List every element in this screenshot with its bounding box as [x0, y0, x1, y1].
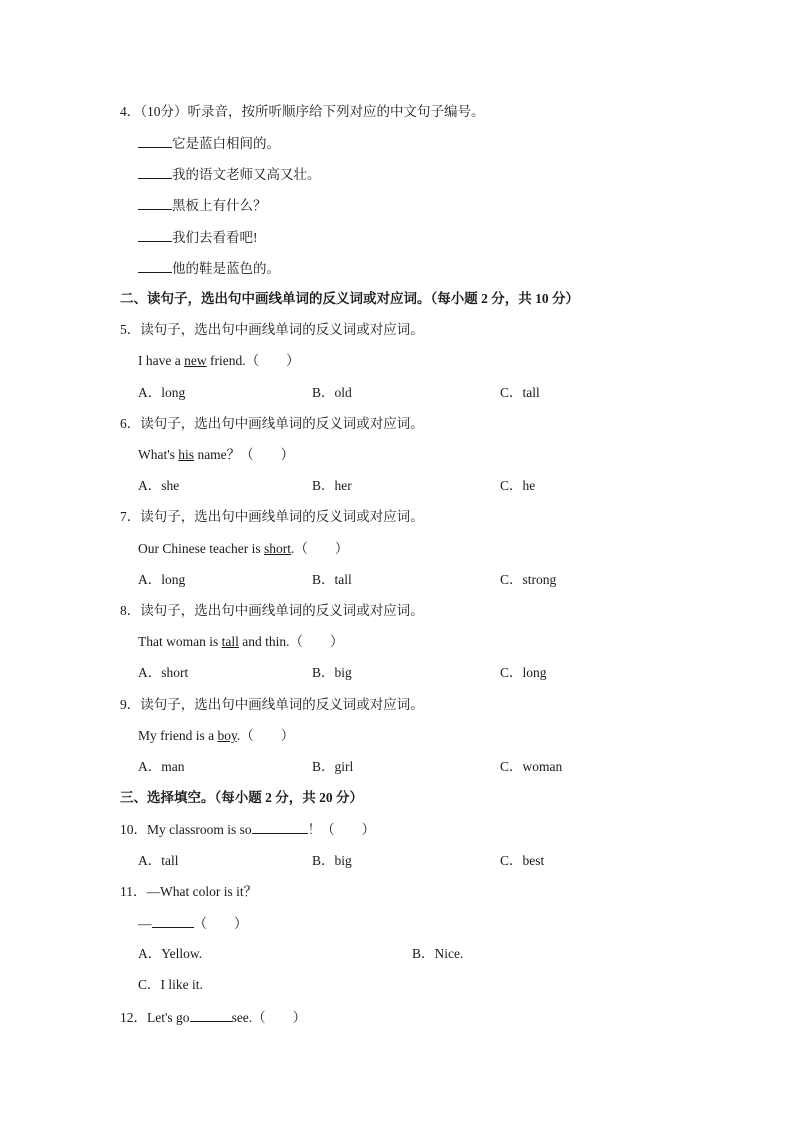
q9-option-c[interactable]: C．woman	[500, 759, 563, 774]
q6-option-a[interactable]: A．she	[138, 478, 180, 493]
q5-option-b[interactable]: B．old	[312, 385, 352, 400]
q8-option-c[interactable]: C．long	[500, 665, 547, 680]
q10-option-c[interactable]: C．best	[500, 853, 545, 868]
answer-blank[interactable]	[138, 259, 172, 273]
q11-stem: 11．—What color is it？	[120, 884, 258, 899]
answer-blank[interactable]	[138, 134, 172, 148]
answer-blank[interactable]	[252, 820, 308, 834]
underlined-word: boy	[217, 728, 237, 743]
underlined-word: new	[184, 353, 207, 368]
q6-sentence: What's his name？（ ）	[138, 447, 295, 462]
underlined-word: his	[178, 447, 195, 462]
q11-option-b[interactable]: B．Nice.	[412, 946, 464, 961]
q12-stem: 12．Let's go see.（ ）	[120, 1010, 307, 1025]
q6-option-c[interactable]: C．he	[500, 478, 536, 493]
q9-option-a[interactable]: A．man	[138, 759, 185, 774]
q6-option-b[interactable]: B．her	[312, 478, 352, 493]
q5-stem: 5．读句子，选出句中画线单词的反义词或对应词。	[120, 322, 424, 337]
q8-option-a[interactable]: A．short	[138, 665, 189, 680]
answer-blank[interactable]	[138, 196, 172, 210]
underlined-word: tall	[221, 634, 239, 649]
answer-blank[interactable]	[152, 914, 194, 928]
q10-stem: 10．My classroom is so ！（ ）	[120, 822, 376, 837]
q9-stem: 9．读句子，选出句中画线单词的反义词或对应词。	[120, 697, 424, 712]
section3-heading: 三、选择填空。（每小题 2 分，共 20 分）	[120, 790, 363, 805]
q11-option-a[interactable]: A．Yellow.	[138, 946, 203, 961]
section2-heading: 二、读句子，选出句中画线单词的反义词或对应词。（每小题 2 分，共 10 分）	[120, 291, 579, 306]
q8-stem: 8．读句子，选出句中画线单词的反义词或对应词。	[120, 603, 424, 618]
answer-blank[interactable]	[138, 228, 172, 242]
q4-stem: 4．（10分）听录音，按所听顺序给下列对应的中文句子编号。	[120, 104, 485, 119]
q4-item-2: 我的语文老师又高又壮。	[138, 165, 321, 184]
q7-option-a[interactable]: A．long	[138, 572, 186, 587]
underlined-word: short	[263, 541, 291, 556]
q7-option-b[interactable]: B．tall	[312, 572, 352, 587]
q7-stem: 7．读句子，选出句中画线单词的反义词或对应词。	[120, 509, 424, 524]
q11-answer-line: — （ ）	[138, 916, 248, 931]
q11-option-c[interactable]: C．I like it.	[138, 977, 203, 992]
q5-sentence: I have a new friend.（ ）	[138, 353, 300, 368]
answer-blank[interactable]	[138, 165, 172, 179]
q4-item-5: 他的鞋是蓝色的。	[138, 259, 280, 278]
answer-blank[interactable]	[190, 1008, 232, 1022]
q8-option-b[interactable]: B．big	[312, 665, 352, 680]
q7-option-c[interactable]: C．strong	[500, 572, 557, 587]
q10-option-a[interactable]: A．tall	[138, 853, 179, 868]
q9-option-b[interactable]: B．girl	[312, 759, 354, 774]
q5-option-c[interactable]: C．tall	[500, 385, 540, 400]
q7-sentence: Our Chinese teacher is short.（ ）	[138, 541, 349, 556]
q6-stem: 6．读句子，选出句中画线单词的反义词或对应词。	[120, 416, 424, 431]
q4-item-4: 我们去看看吧!	[138, 228, 258, 247]
q4-item-1: 它是蓝白相间的。	[138, 134, 280, 153]
q8-sentence: That woman is tall and thin.（ ）	[138, 634, 344, 649]
q5-option-a[interactable]: A．long	[138, 385, 186, 400]
q10-option-b[interactable]: B．big	[312, 853, 352, 868]
q4-item-3: 黑板上有什么？	[138, 196, 267, 215]
q9-sentence: My friend is a boy.（ ）	[138, 728, 295, 743]
